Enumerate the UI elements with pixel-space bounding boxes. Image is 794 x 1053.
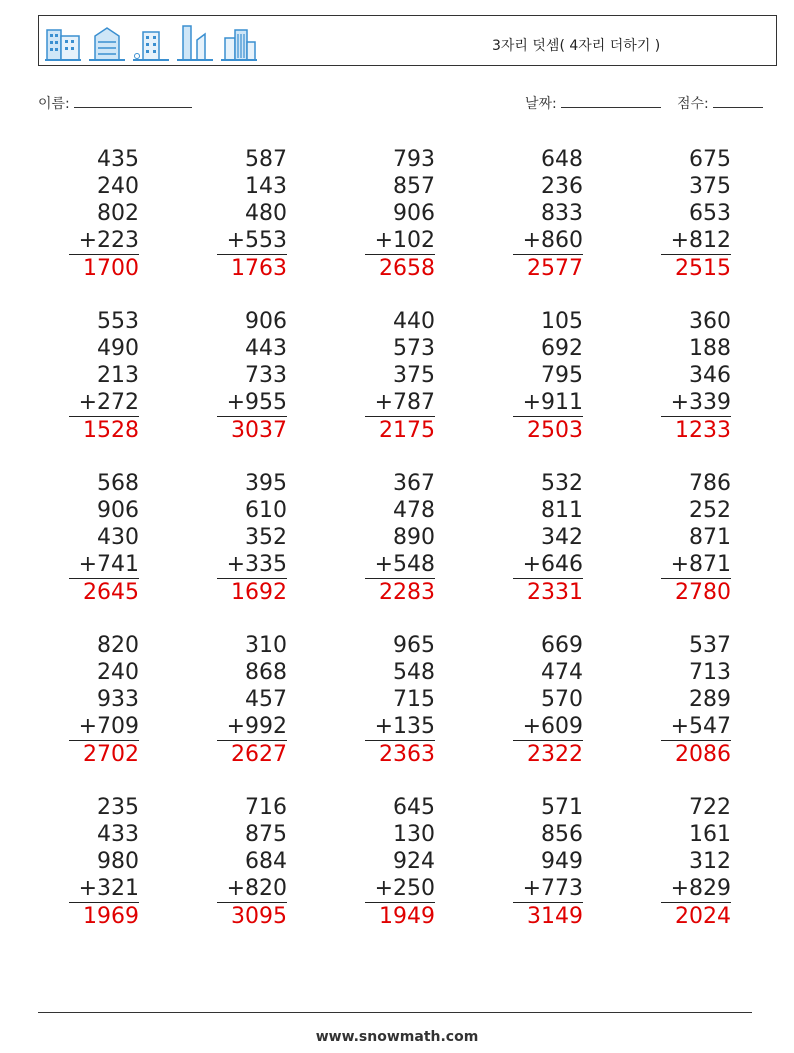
- addend: 933: [97, 687, 139, 712]
- addend-with-plus: +547: [661, 713, 731, 741]
- addend: 802: [97, 201, 139, 226]
- addend: 786: [689, 471, 731, 496]
- problem-16: [69, 632, 139, 769]
- answer: 2515: [675, 256, 731, 281]
- addend: 722: [689, 795, 731, 820]
- addend-with-plus: +135: [365, 713, 435, 741]
- addend: 587: [245, 147, 287, 172]
- addend: 474: [541, 660, 583, 685]
- addend-with-plus: +860: [513, 227, 583, 255]
- addend-with-plus: +553: [217, 227, 287, 255]
- answer: 3095: [231, 904, 287, 929]
- addend: 684: [245, 849, 287, 874]
- addend-with-plus: +272: [69, 389, 139, 417]
- addend: 236: [541, 174, 583, 199]
- problem-14: [513, 470, 583, 607]
- addend: 949: [541, 849, 583, 874]
- addend-with-plus: +548: [365, 551, 435, 579]
- problem-13: [365, 470, 435, 607]
- addend: 440: [393, 309, 435, 334]
- problem-5: [661, 146, 731, 283]
- score-label: 점수:: [677, 96, 709, 112]
- problem-6: [69, 308, 139, 445]
- answer: 3037: [231, 418, 287, 443]
- addend: 906: [97, 498, 139, 523]
- answer: 2503: [527, 418, 583, 443]
- addend-with-plus: +609: [513, 713, 583, 741]
- addend: 924: [393, 849, 435, 874]
- addend: 105: [541, 309, 583, 334]
- answer: 2658: [379, 256, 435, 281]
- addend-with-plus: +339: [661, 389, 731, 417]
- addend: 435: [97, 147, 139, 172]
- addend: 161: [689, 822, 731, 847]
- problem-8: [365, 308, 435, 445]
- problem-7: [217, 308, 287, 445]
- answer: 2283: [379, 580, 435, 605]
- problem-24: [513, 794, 583, 931]
- date-label: 날짜:: [525, 96, 557, 112]
- addend-with-plus: +787: [365, 389, 435, 417]
- score-blank[interactable]: [713, 93, 763, 108]
- problem-3: [365, 146, 435, 283]
- addend: 669: [541, 633, 583, 658]
- answer: 2627: [231, 742, 287, 767]
- addend-with-plus: +321: [69, 875, 139, 903]
- addend-with-plus: +102: [365, 227, 435, 255]
- addend: 478: [393, 498, 435, 523]
- addend-with-plus: +250: [365, 875, 435, 903]
- addend: 310: [245, 633, 287, 658]
- addend: 537: [689, 633, 731, 658]
- footer-divider: [38, 1012, 752, 1013]
- addend: 713: [689, 660, 731, 685]
- addend: 573: [393, 336, 435, 361]
- problem-21: [69, 794, 139, 931]
- answer: 1528: [83, 418, 139, 443]
- name-blank[interactable]: [74, 93, 192, 108]
- addend: 430: [97, 525, 139, 550]
- addend-with-plus: +820: [217, 875, 287, 903]
- building-icon-4: [177, 24, 213, 62]
- building-icon-2: [89, 24, 125, 62]
- addend-with-plus: +871: [661, 551, 731, 579]
- addend: 395: [245, 471, 287, 496]
- addend: 352: [245, 525, 287, 550]
- addend: 653: [689, 201, 731, 226]
- addend: 980: [97, 849, 139, 874]
- addend: 235: [97, 795, 139, 820]
- answer: 2780: [675, 580, 731, 605]
- addend-with-plus: +709: [69, 713, 139, 741]
- problem-15: [661, 470, 731, 607]
- addend: 252: [689, 498, 731, 523]
- addend: 548: [393, 660, 435, 685]
- addend-with-plus: +955: [217, 389, 287, 417]
- worksheet-title: 3자리 덧셈( 4자리 더하기 ): [492, 38, 661, 54]
- name-field: [38, 93, 192, 113]
- date-field: [525, 93, 661, 113]
- answer: 2645: [83, 580, 139, 605]
- building-icon-3: [133, 24, 169, 62]
- problem-11: [69, 470, 139, 607]
- addend: 375: [393, 363, 435, 388]
- answer: 1692: [231, 580, 287, 605]
- problem-2: [217, 146, 287, 283]
- name-label: 이름:: [38, 96, 70, 112]
- answer: 2024: [675, 904, 731, 929]
- answer: 1233: [675, 418, 731, 443]
- problem-4: [513, 146, 583, 283]
- addend: 906: [393, 201, 435, 226]
- addend: 811: [541, 498, 583, 523]
- addend: 367: [393, 471, 435, 496]
- building-icon-1: [45, 24, 81, 62]
- answer: 2322: [527, 742, 583, 767]
- problem-9: [513, 308, 583, 445]
- addend: 645: [393, 795, 435, 820]
- addend: 820: [97, 633, 139, 658]
- addend: 342: [541, 525, 583, 550]
- problem-17: [217, 632, 287, 769]
- addend: 648: [541, 147, 583, 172]
- addend: 433: [97, 822, 139, 847]
- addend: 130: [393, 822, 435, 847]
- addend: 875: [245, 822, 287, 847]
- addend: 443: [245, 336, 287, 361]
- addend: 610: [245, 498, 287, 523]
- header-box: [38, 15, 777, 66]
- logo-row: [45, 22, 257, 62]
- problem-12: [217, 470, 287, 607]
- answer: 3149: [527, 904, 583, 929]
- answer: 1969: [83, 904, 139, 929]
- answer: 2363: [379, 742, 435, 767]
- problem-20: [661, 632, 731, 769]
- addend: 675: [689, 147, 731, 172]
- addend: 857: [393, 174, 435, 199]
- answer: 2702: [83, 742, 139, 767]
- addend: 312: [689, 849, 731, 874]
- addend-with-plus: +223: [69, 227, 139, 255]
- addend: 793: [393, 147, 435, 172]
- addend: 213: [97, 363, 139, 388]
- addend-with-plus: +773: [513, 875, 583, 903]
- problem-22: [217, 794, 287, 931]
- addend-with-plus: +992: [217, 713, 287, 741]
- addend-with-plus: +741: [69, 551, 139, 579]
- addend: 532: [541, 471, 583, 496]
- addend-with-plus: +911: [513, 389, 583, 417]
- answer: 1949: [379, 904, 435, 929]
- addend: 346: [689, 363, 731, 388]
- problem-1: [69, 146, 139, 283]
- addend: 833: [541, 201, 583, 226]
- score-field: [677, 93, 763, 113]
- addend: 375: [689, 174, 731, 199]
- addend: 457: [245, 687, 287, 712]
- addend: 360: [689, 309, 731, 334]
- problem-23: [365, 794, 435, 931]
- date-blank[interactable]: [561, 93, 661, 108]
- addend: 890: [393, 525, 435, 550]
- answer: 2331: [527, 580, 583, 605]
- building-icon-5: [221, 24, 257, 62]
- addend-with-plus: +646: [513, 551, 583, 579]
- addend: 868: [245, 660, 287, 685]
- problem-10: [661, 308, 731, 445]
- problem-25: [661, 794, 731, 931]
- addend: 568: [97, 471, 139, 496]
- addend: 240: [97, 174, 139, 199]
- addend: 188: [689, 336, 731, 361]
- addend: 871: [689, 525, 731, 550]
- addend: 570: [541, 687, 583, 712]
- answer: 1700: [83, 256, 139, 281]
- answer: 2577: [527, 256, 583, 281]
- answer: 1763: [231, 256, 287, 281]
- addend: 965: [393, 633, 435, 658]
- footer-site: www.snowmath.com: [315, 1029, 479, 1045]
- addend: 715: [393, 687, 435, 712]
- addend: 856: [541, 822, 583, 847]
- answer: 2175: [379, 418, 435, 443]
- addend: 692: [541, 336, 583, 361]
- problem-19: [513, 632, 583, 769]
- addend-with-plus: +812: [661, 227, 731, 255]
- addend: 906: [245, 309, 287, 334]
- addend: 289: [689, 687, 731, 712]
- addend: 733: [245, 363, 287, 388]
- problem-18: [365, 632, 435, 769]
- answer: 2086: [675, 742, 731, 767]
- addend: 571: [541, 795, 583, 820]
- addend: 716: [245, 795, 287, 820]
- addend-with-plus: +829: [661, 875, 731, 903]
- addend: 553: [97, 309, 139, 334]
- addend-with-plus: +335: [217, 551, 287, 579]
- addend: 480: [245, 201, 287, 226]
- addend: 490: [97, 336, 139, 361]
- addend: 240: [97, 660, 139, 685]
- addend: 795: [541, 363, 583, 388]
- addend: 143: [245, 174, 287, 199]
